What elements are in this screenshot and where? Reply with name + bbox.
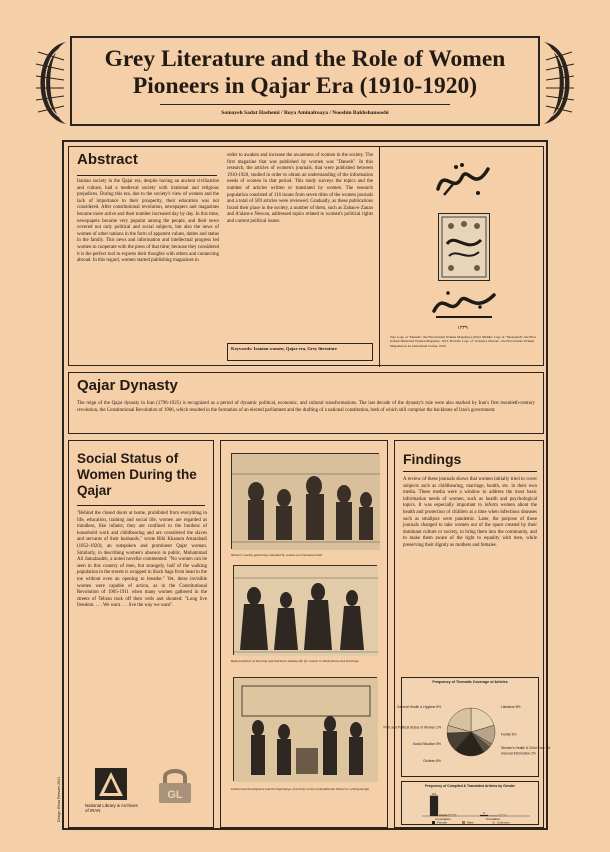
legend-swatch: [432, 821, 435, 824]
pie-chart: [383, 686, 551, 778]
page-title: Grey Literature and the Role of Women Pioneers in Qajar Era (1910-1920): [104, 46, 506, 99]
findings-heading: Findings: [403, 451, 462, 467]
social-text: "Behind the closed doors at home, prohibited from everything in life, education, training and social life, women are regarded as mindless, like infants; they are confined to the burdens of household work and childbearing and are considered the slaves and servants of their husbands," wrote Bibi Khanum Astarabadi (1852-1920), an outspoken and prominent Qajar woman. Similarly, in describing women's absence in public, Mohammad Ali Jamalzadeh, a noted novelist commented: "No women can be seen in this country of men, but strangely, half of the walking population in the streets is wrapped in black bags from head to the toe without even an opening to breathe." Yet, these invisible women were capable of action, as in the Constitutional Revolution of 1905-1911 when many women gathered in the streets of Tehran took off their veils and shouted: "Long live freedom. . . . We want . . . live the way we want".: [77, 511, 207, 609]
bar-chart: [402, 788, 540, 826]
alam-e-nesvan-logo: [430, 287, 498, 321]
social-heading: Social Status of Women During the Qajar: [77, 451, 197, 498]
abstract-text-col1: Iranian society in the Qajar era, despite having an ancient civilization and culture, had a medieval society with irrational and religious prejudices. During this era, due to the society's view of women and the lack of importance to their prosperity, their education was not considered. After constitutional revolution, newspapers and magazines became more active and their number increased day by day. In this time, newspapers became very popular among the people, and their news covered not only political and social subjects, but also the news of women of other nations in the form of apparent values, duties and status in the family. This news and information and intellectual progress led women to cooperate with the press of that time; because they considered it is the perfect tool to express their thoughts with others and connecting abroad. In this regard, women started publishing magazines in: [77, 179, 219, 264]
legend-label: Unknown: [497, 820, 510, 825]
title-divider: [160, 104, 450, 105]
heading-rule: [77, 505, 205, 506]
bar-category-label: Compilation: [435, 817, 451, 821]
design-credit: Design: Elnaz Rezvani 2021: [57, 776, 61, 822]
national-library-label: National Library & Archives of IRAN: [85, 803, 138, 814]
bar-category-label: Translation: [485, 817, 501, 821]
illustration-1-caption: Women's weekly gatherings attended by women at ceremonial halls: [231, 553, 323, 557]
bar-translation-female: [480, 815, 488, 816]
keywords-box: Keywords: Iranian women, Qajar era, Grey literature: [227, 343, 373, 361]
dynasty-text: The reign of the Qajar dynasty in Iran (1796-1925) is recognized as a period of dynamic political, economic, and cultural transformations. The last decade of the dynasty's rule were also marked by Iran's first twentieth-century revolution, the Constitutional Revolution of 1906, which resulted in the formation of an elected parliament and the drafting of a national constitution, both of which still comprise the backbone of Iran's government.: [77, 401, 535, 413]
pie-label-5: Social Situation 5%: [412, 741, 441, 746]
illustration-3-caption: Intellectual development and the beginnings of activity on the nontraditional Western's writing design: [231, 787, 370, 791]
bar-chart-panel: [401, 781, 539, 825]
heading-rule: [77, 175, 217, 176]
illustration-2-caption: Representation of learning and literature-making life for women in illustrations and teachings: [231, 659, 359, 663]
bar-chart-title: Frequency of Compiled & Translated Articles by Gender: [425, 784, 515, 788]
pie-label-2: Women's Health & Child Care 1%: [501, 746, 551, 751]
legend-swatch: [462, 821, 465, 824]
legend-label: Male: [467, 820, 474, 825]
illustration-2-image: [233, 565, 377, 655]
illustration-1-image: [231, 453, 379, 549]
illustration-3-image: [233, 677, 377, 781]
pie-label-0: Literature 8%: [501, 705, 521, 710]
bar-translation-unknown: [498, 815, 506, 816]
dynasty-heading: Qajar Dynasty: [77, 377, 178, 394]
shokoufeh-cover-image: [438, 213, 490, 281]
padlock-logo: [155, 767, 195, 805]
national-library-logo: [91, 766, 131, 802]
pie-label-3: General Information 2%: [501, 751, 536, 756]
heading-rule: [403, 471, 537, 472]
bar-compilation-female: [430, 796, 438, 816]
title-block: [70, 36, 540, 126]
svg-text:GL: GL: [167, 789, 183, 801]
abstract-section: [68, 146, 544, 366]
author-list: Somayeh Sadat Hashemi / Roya Aminalroaya / Nooshin Bakhshanooshi: [221, 110, 389, 116]
poster-frame: [57, 140, 551, 830]
bar-value-label: 101: [431, 791, 437, 796]
findings-section: [383, 440, 551, 828]
pie-label-1: Family 5%: [501, 732, 517, 737]
social-status-section: [68, 440, 214, 828]
legend-label: Female: [437, 820, 448, 825]
pie-chart-title: Frequency of Thematic Coverage of Articles: [432, 680, 508, 684]
pie-chart-panel: [383, 677, 551, 777]
ornament-right: [542, 38, 582, 128]
bar-value-label: 5: [483, 811, 485, 815]
qajar-dynasty-section: [68, 372, 544, 434]
pie-label-6: Prof. and Political Status of Women 2%: [383, 725, 441, 730]
findings-text: A review of these journals shows that women initially tried to cover subjects such as childbearing, marriage, health, etc. in their own media. These media were a window to address the most basic information needs of women, such as health and psychological topics. It was especially important to inform women about the health and protection of children at a time when infectious diseases such as smallpox were pandemic. Later, the purpose of these journals changed to take women out of the space created by their dominant culture or society, to bring them into the community, and to make them aware of the right to equality with men, while preserving their dignity as mothers and females.: [403, 477, 537, 548]
illustrations-column: [220, 440, 388, 828]
logo-caption: Top: Logo of "Danesh", the First Iranian Women Magazine (1910); Middle: Logo of "Shokoufeh", the First Iranian Illustrated Women Magazine, 1913; Bottom: Logo of "A'alam-e Nesvan", the First Iranian Women Magazine in its educational format, 1920: [390, 335, 536, 348]
abstract-heading: Abstract: [77, 151, 138, 168]
ornament-left: [28, 38, 68, 128]
legend-swatch: [492, 821, 495, 824]
logo-panel: [379, 147, 545, 367]
pie-label-7: General Health & Hygiene 8%: [397, 705, 441, 710]
logo-year: ۱۳۳۹: [457, 326, 468, 331]
danesh-logo: [434, 159, 492, 199]
abstract-text-col2: order to awaken and increase the awareness of women in the society. The first magazine that was published by women was "Danesh". In this research, the articles of women's journals, that were published between 1910-1920, studied in order to obtain an understanding of the information needs of women in that period. This study surveys the topics and the number of articles written or translated by women. The research population consisted of 116 issues from seven titles of the women journals and a total of 569 articles were reviewed. Gradually, as these publications found their place in the society, a number of them, such as Zaban-e Zanan and A'alam-e Nesvan, addressed topics related to women's political rights and current political issues.: [227, 153, 373, 224]
bar-compilation-male: [439, 815, 447, 816]
pie-label-4: Children 8%: [423, 758, 441, 763]
bar-compilation-unknown: [448, 814, 456, 816]
